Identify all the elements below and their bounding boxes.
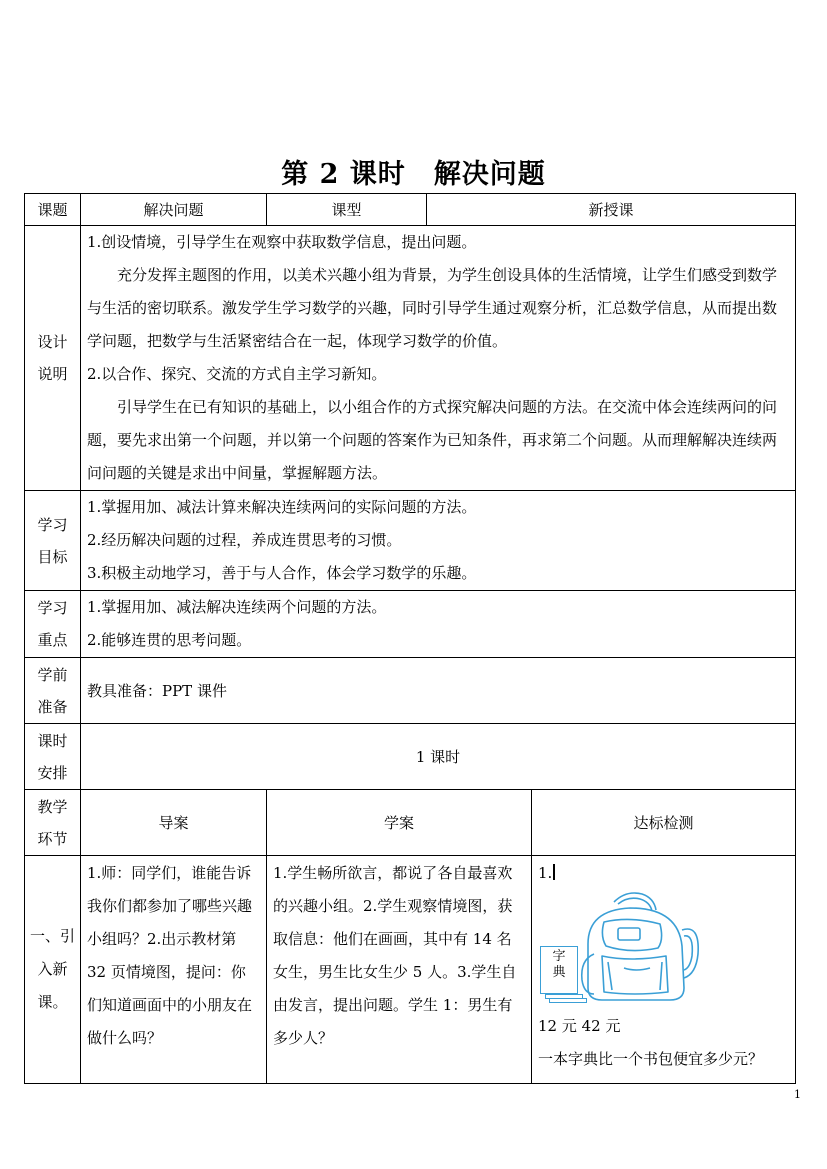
study-header: 学案 <box>267 790 532 856</box>
intro-study: 1.学生畅所欲言，都说了各自最喜欢的兴趣小组。2.学生观察情境图，获取信息：他们在画画，其中有 14 名女生，男生比女生少 5 人。3.学生自由发言，提出问题。学生 1：男生有多少人？ <box>267 856 532 1084</box>
goals-row <box>25 491 796 591</box>
goals-content <box>81 491 796 591</box>
goal-item: 3.积极主动地学习，善于与人合作，体会学习数学的乐趣。 <box>87 564 477 582</box>
prep-value: 教具准备：PPT 课件 <box>81 658 796 724</box>
page-number: 1 <box>794 1088 801 1101</box>
topic-row <box>25 194 796 226</box>
type-label: 课型 <box>267 194 427 226</box>
backpack-icon <box>574 884 704 1008</box>
key-label: 学习 重点 <box>25 591 81 658</box>
topic-value: 解决问题 <box>81 194 267 226</box>
schedule-value: 1 课时 <box>81 724 796 790</box>
prep-label: 学前 准备 <box>25 658 81 724</box>
intro-label: 一、引 入新 课。 <box>25 856 81 1084</box>
guide-header: 导案 <box>81 790 267 856</box>
topic-label: 课题 <box>25 194 81 226</box>
key-row <box>25 591 796 658</box>
design-content: 1.创设情境，引导学生在观察中获取数学信息，提出问题。 充分发挥主题图的作用，以美术兴趣小组为背景，为学生创设具体的生活情境，让学生们感受到数学与生活的密切联系。激发学生学习数学的兴趣，同时引导学生通过观察分析，汇总数学信息，从而提出数学问题，把数学与生活紧密结合在一起，体现学习数学的价值。 2.以合作、探究、交流的方式自主学习新知。 引导学生在已有知识的基础上，以小组合作的方式探究解决问题的方法。在交流中体会连续两问的问题，要先求出第一个问题，并以第一个问题的答案作为已知条件，再求第二个问题。从而理解解决连续两问问题的关键是求出中间量，掌握解题方法。 <box>81 226 796 491</box>
intro-guide: 1.师：同学们，谁能告诉我你们都参加了哪些兴趣小组吗？2.出示教材第 32 页情境图，提问：你们知道画面中的小朋友在做什么吗？ <box>81 856 267 1084</box>
key-item: 2.能够连贯的思考问题。 <box>87 631 252 649</box>
check-number: 1. <box>538 864 553 882</box>
schedule-row <box>25 724 796 790</box>
dictionary-and-backpack-illustration <box>538 890 789 1010</box>
key-item: 1.掌握用加、减法解决连续两个问题的方法。 <box>87 598 387 616</box>
page-title: 第 2 课时 解决问题 <box>281 159 546 190</box>
design-row <box>25 226 796 491</box>
check-header: 达标检测 <box>532 790 796 856</box>
phase-label: 教学 环节 <box>25 790 81 856</box>
lesson-plan-table <box>24 193 796 1084</box>
goals-label: 学习 目标 <box>25 491 81 591</box>
prep-row <box>25 658 796 724</box>
goal-item: 2.经历解决问题的过程，养成连贯思考的习惯。 <box>87 531 402 549</box>
type-value: 新授课 <box>427 194 796 226</box>
design-label: 设计 说明 <box>25 226 81 491</box>
key-content <box>81 591 796 658</box>
intro-row <box>25 856 796 1084</box>
check-question: 一本字典比一个书包便宜多少元？ <box>538 1050 764 1068</box>
dictionary-icon: 字 典 <box>540 946 578 994</box>
phase-header-row <box>25 790 796 856</box>
goal-item: 1.掌握用加、减法计算来解决连续两问的实际问题的方法。 <box>87 498 477 516</box>
price-labels: 12 元 42 元 <box>538 1017 621 1035</box>
schedule-label: 课时 安排 <box>25 724 81 790</box>
intro-check <box>532 856 796 1084</box>
text-cursor <box>553 864 555 880</box>
